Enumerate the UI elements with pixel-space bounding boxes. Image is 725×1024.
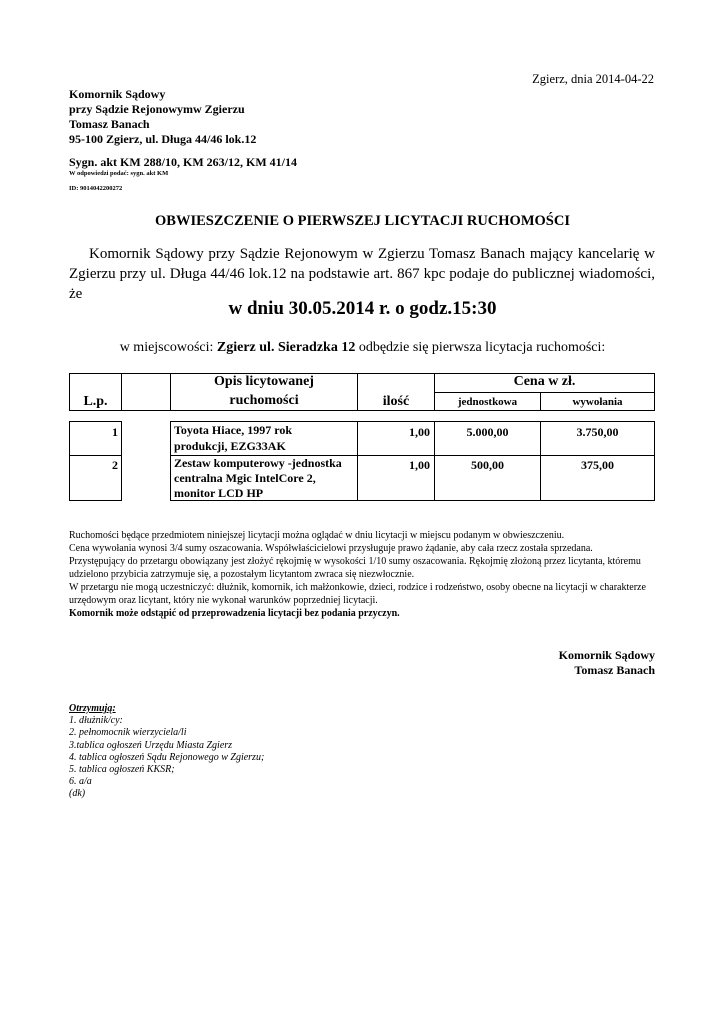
location-prefix: w miejscowości: [119,340,217,355]
sender-line: przy Sądzie Rejonowymw Zgierzu [69,102,245,116]
recipient-item: 6. a/a [69,776,92,788]
sender-line: Tomasz Banach [69,117,150,131]
header-lp: L.p. [83,394,108,409]
location-place: Zgierz ul. Sieradzka 12 [216,340,356,355]
document-id: ID: 9014042200272 [69,185,123,192]
signature-block [559,648,655,678]
intro-text: Komornik Sądowy przy Sądzie Rejonowym w Zgierzu Tomasz Banach mający kancelarię w Zgierzu przy ul. Długa 44/46 lok.12 na podstawie art. 867 kpc podaje do publicznej wiadomości, że [69,246,655,302]
signature-line: Tomasz Banach [574,663,655,677]
note-line: W przetargu nie mogą uczestniczyć: dłużnik, komornik, ich małżonkowie, dzieci, rodzice i rodzeństwo, osoby obecne na licytacji w charakterze urzędowym oraz licytant, który nie wykonał warunków poprzedniej licytacji. [69,582,646,606]
header-desc-line1: Opis licytowanej [214,374,314,389]
header-qty: ilość [382,394,410,409]
header-unit: jednostkowa [457,396,518,408]
note-line: Ruchomości będące przedmiotem niniejszej licytacji można oglądać w dniu licytacji w miejscu podanym w obwieszczeniu. [69,530,565,541]
signature-line: Komornik Sądowy [558,648,655,662]
reply-note: W odpowiedzi podać: sygn. akt KM [69,170,169,177]
row1-desc-line: Toyota Hiace, 1997 rok [174,423,293,437]
sender-block [69,87,256,147]
sender-line: 95-100 Zgierz, ul. Długa 44/46 lok.12 [69,132,257,146]
header-cell-blank [121,373,171,411]
row2-call: 375,00 [581,458,614,472]
sender-line: Komornik Sądowy [69,87,166,101]
auction-location [0,340,725,356]
recipients-list [69,703,264,801]
auction-datetime: w dniu 30.05.2014 r. o godz.15:30 [228,298,497,319]
row2-lp: 2 [112,458,118,472]
recipient-item: 3.tablica ogłoszeń Urzędu Miasta Zgierz [69,739,233,751]
recipient-item: 4. tablica ogłoszeń Sądu Rejonowego w Zgierzu; [69,751,265,763]
document-date: Zgierz, dnia 2014-04-22 [532,72,654,86]
note-line: Przystępujący do przetargu obowiązany jest złożyć rękojmię w wysokości 1/10 sumy oszacowania. Rękojmię złożoną przez licytanta, któremu udzielono przybicia zatrzymuje się, a pozostałym licytantom zwraca się niezwłocznie. [69,556,641,580]
location-suffix: odbędzie się pierwsza licytacja ruchomości: [355,340,606,355]
note-line: Cena wywołania wynosi 3/4 sumy oszacowania. Współwłaścicielowi przysługuje prawo żądanie, aby cała rzecz została sprzedana. [69,543,593,554]
row2-desc-line: Zestaw komputerowy -jednostka [174,456,342,470]
note-bold: Komornik może odstąpić od przeprowadzenia licytacji bez podania przyczyn. [69,608,400,619]
row1-lp: 1 [112,425,118,439]
recipient-item: 1. dłużnik/cy: [69,715,123,727]
recipient-item: 5. tablica ogłoszeń KKSR; [69,764,175,776]
case-reference: Sygn. akt KM 288/10, KM 263/12, KM 41/14 [69,155,297,169]
header-desc-line2: ruchomości [229,393,299,408]
header-price: Cena w zł. [513,374,576,389]
row1-unit: 5.000,00 [466,425,509,439]
recipient-item: (dk) [69,788,86,800]
row1-qty: 1,00 [409,425,430,439]
row1-desc-line: produkcji, EZG33AK [174,439,286,453]
row2-qty: 1,00 [409,458,430,472]
row1-call: 3.750,00 [576,425,619,439]
row2-desc-line: centralna Mgic IntelCore 2, [174,471,316,485]
intro-paragraph [69,244,655,304]
document-title: OBWIESZCZENIE O PIERWSZEJ LICYTACJI RUCHOMOŚCI [155,213,570,229]
auction-notes [69,529,664,620]
row2-desc-line: monitor LCD HP [174,486,264,500]
recipients-title: Otrzymują: [69,703,116,714]
row2-unit: 500,00 [471,458,504,472]
recipient-item: 2. pełnomocnik wierzyciela/li [69,727,187,739]
header-call: wywołania [572,396,623,408]
